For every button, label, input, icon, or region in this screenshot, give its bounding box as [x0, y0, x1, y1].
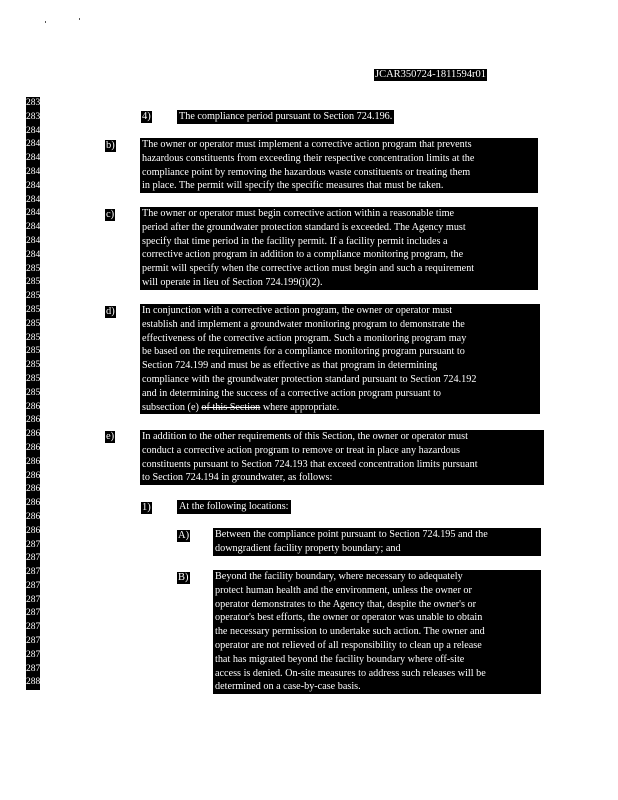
text-line: to Section 724.194 in groundwater, as follows:	[142, 472, 333, 484]
scan-speck	[45, 21, 46, 23]
text-line: permit will specify when the corrective action must begin and such a requirement	[142, 263, 475, 275]
text-line: downgradient facility property boundary; and	[215, 542, 401, 554]
line-number: 2843	[26, 166, 45, 177]
text-fragment: where appropriate.	[260, 401, 340, 413]
line-number: 2844	[26, 180, 45, 191]
line-number: 2873	[26, 580, 45, 591]
line-number: 2862	[26, 429, 45, 440]
text-line: specify that time period in the facility permit. If a facility permit includes a	[142, 235, 448, 247]
text-line: In conjunction with a corrective action program, the owner or operator must	[142, 305, 453, 316]
text-line: operator demonstrates to the Agency that, despite the owner's or	[215, 598, 476, 610]
line-number: 2850	[26, 263, 45, 274]
text-line: Beyond the facility boundary, where necessary to adequately	[215, 571, 463, 582]
para-b-label: b)	[106, 140, 115, 151]
line-number: 2874	[26, 594, 45, 605]
line-number: 2870	[26, 539, 45, 550]
item-B-text	[213, 570, 541, 694]
text-line: Section 724.199 and must be as effective as that program in determining	[142, 360, 438, 372]
item-A-text	[213, 528, 541, 556]
item-1-label: 1)	[142, 502, 151, 513]
text-line: The owner or operator must implement a corrective action program that prevents	[142, 139, 472, 150]
text-line: compliance with the groundwater protection standard pursuant to Section 724.192	[142, 373, 477, 385]
line-number: 2876	[26, 622, 45, 633]
text-line: constituents pursuant to Section 724.193 that exceed concentration limits pursuant	[142, 458, 478, 470]
line-number: 2840	[26, 125, 45, 136]
line-number: 2866	[26, 484, 45, 495]
line-number: 2857	[26, 360, 45, 371]
document-id: JCAR350724-1811594r01	[375, 69, 487, 80]
line-number-column	[26, 97, 45, 690]
text-line: that has migrated beyond the facility boundary where off-site	[215, 653, 465, 665]
text-line: period after the groundwater protection standard is exceeded. The Agency must	[142, 221, 466, 233]
line-number: 2856	[26, 346, 45, 357]
text-line: establish and implement a groundwater monitoring program to demonstrate the	[142, 318, 465, 330]
line-number: 2859	[26, 387, 45, 398]
text-line: will operate in lieu of Section 724.199(i)(2).	[142, 276, 323, 288]
item-4-text: The compliance period pursuant to Section 724.196.	[179, 111, 393, 122]
line-number: 2842	[26, 153, 45, 164]
text-line: The owner or operator must begin corrective action within a reasonable time	[142, 208, 455, 219]
line-number: 2879	[26, 663, 45, 674]
line-number: 2860	[26, 401, 45, 412]
line-number: 2878	[26, 649, 45, 660]
struck-text: of this Section	[201, 401, 261, 413]
line-number: 2854	[26, 318, 45, 329]
para-c-text	[140, 207, 538, 290]
text-line: be based on the requirements for a compliance monitoring program pursuant to	[142, 346, 465, 358]
text-line: in place. The permit will specify the specific measures that must be taken.	[142, 180, 444, 192]
line-number: 2872	[26, 567, 45, 578]
text-line: corrective action program in addition to a compliance monitoring program, the	[142, 249, 464, 261]
text-line: In addition to the other requirements of this Section, the owner or operator must	[142, 431, 468, 442]
text-line: the necessary permission to undertake such action. The owner and	[215, 626, 485, 638]
line-number: 2839	[26, 111, 45, 122]
line-number: 2869	[26, 525, 45, 536]
line-number: 2871	[26, 553, 45, 564]
line-number: 2861	[26, 415, 45, 426]
text-line: operator's best efforts, the owner or operator was unable to obtain	[215, 612, 483, 624]
line-number: 2851	[26, 277, 45, 288]
para-d-label: d)	[106, 306, 115, 317]
line-number: 2841	[26, 139, 45, 150]
text-line: Between the compliance point pursuant to Section 724.195 and the	[215, 529, 488, 540]
line-number: 2855	[26, 332, 45, 343]
line-number: 2864	[26, 456, 45, 467]
line-number: 2845	[26, 194, 45, 205]
text-line: hazardous constituents from exceeding their respective concentration limits at the	[142, 152, 475, 164]
line-number: 2858	[26, 373, 45, 384]
text-line: operator are not relieved of all responsibility to clean up a release	[215, 639, 482, 651]
line-number: 2848	[26, 235, 45, 246]
line-number: 2880	[26, 677, 45, 688]
text-line: protect human health and the environment, unless the owner or	[215, 584, 472, 596]
text-line: determined on a case-by-case basis.	[215, 681, 361, 693]
para-c-label: c)	[106, 209, 115, 220]
line-number: 2852	[26, 291, 45, 302]
para-e-text	[140, 430, 544, 485]
line-number: 2838	[26, 98, 45, 108]
item-4-label: 4)	[142, 111, 151, 122]
item-B-label: B)	[178, 572, 189, 583]
para-e-label: e)	[106, 431, 115, 442]
line-number: 2867	[26, 498, 45, 509]
line-number: 2847	[26, 222, 45, 233]
text-fragment: subsection (e)	[142, 401, 202, 413]
text-line: compliance point by removing the hazardous waste constituents or treating them	[142, 166, 471, 178]
line-number: 2865	[26, 470, 45, 481]
text-line: and in determining the success of a corrective action program pursuant to	[142, 387, 442, 399]
line-number: 2868	[26, 511, 45, 522]
para-d-text	[140, 304, 540, 414]
line-number: 2863	[26, 442, 45, 453]
line-number: 2849	[26, 249, 45, 260]
item-A-label: A)	[178, 530, 190, 541]
scan-speck	[79, 18, 80, 20]
line-number: 2877	[26, 636, 45, 647]
line-number: 2875	[26, 608, 45, 619]
text-line	[142, 401, 378, 415]
text-line: effectiveness of the corrective action program. Such a monitoring program may	[142, 332, 467, 344]
text-line: access is denied. On-site measures to address such releases will be	[215, 667, 486, 679]
line-number: 2853	[26, 304, 45, 315]
item-1-text: At the following locations:	[179, 501, 289, 512]
text-line: conduct a corrective action program to remove or treat in place any hazardous	[142, 444, 460, 456]
para-b-text	[140, 138, 538, 193]
line-number: 2846	[26, 208, 45, 219]
